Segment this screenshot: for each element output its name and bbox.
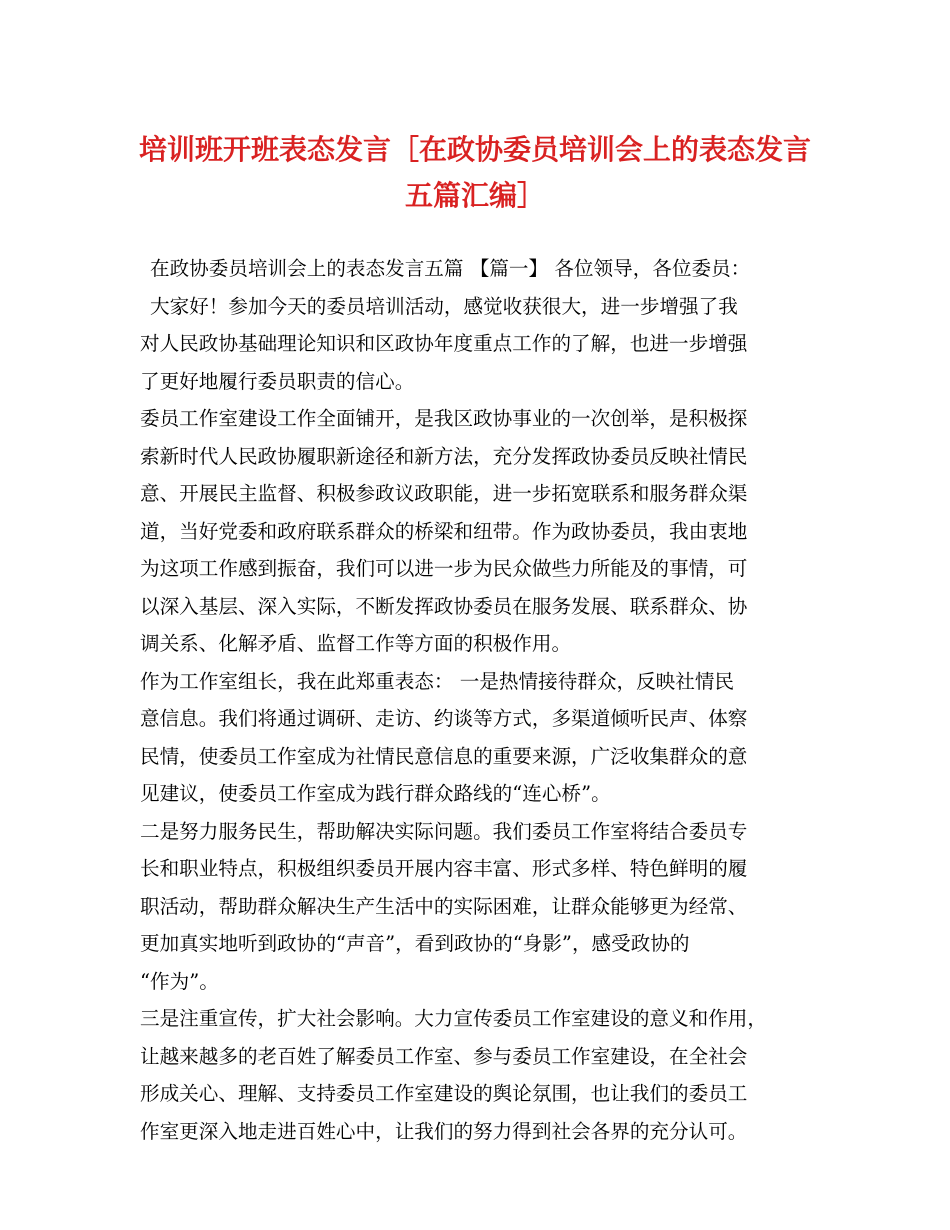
body-line: 更加真实地听到政协的“声音”，看到政协的“身影”，感受政协的 [140, 932, 690, 955]
body-line: 对人民政协基础理论知识和区政协年度重点工作的了解，也进一步增强 [140, 332, 748, 355]
body-line: 让越来越多的老百姓了解委员工作室、参与委员工作室建设，在全社会 [140, 1044, 748, 1068]
body-line: 见建议，使委员工作室成为践行群众路线的“连心桥”。 [140, 782, 611, 805]
body-line: 大家好！参加今天的委员培训活动，感觉收获很大，进一步增强了我 [150, 294, 738, 318]
body-line: 在政协委员培训会上的表态发言五篇 【篇一】 各位领导，各位委员： [150, 257, 751, 280]
body-line: 三是注重宣传，扩大社会影响。大力宣传委员工作室建设的意义和作用， [140, 1007, 767, 1030]
body-line: 意信息。我们将通过调研、走访、约谈等方式，多渠道倾听民声、体察 [140, 707, 748, 730]
document-title-line-1: 培训班开班表态发言［在政协委员培训会上的表态发言 [138, 133, 811, 166]
body-line: 为这项工作感到振奋，我们可以进一步为民众做些力所能及的事情，可 [140, 557, 748, 580]
body-line: “作为”。 [140, 969, 219, 993]
body-line: 调关系、化解矛盾、监督工作等方面的积极作用。 [140, 632, 572, 655]
body-line: 了更好地履行委员职责的信心。 [140, 369, 415, 393]
body-line: 以深入基层、深入实际，不断发挥政协委员在服务发展、联系群众、协 [140, 594, 748, 618]
body-line: 索新时代人民政协履职新途径和新方法，充分发挥政协委员反映社情民 [140, 444, 748, 468]
body-line: 意、开展民主监督、积极参政议政职能，进一步拓宽联系和服务群众渠 [140, 482, 748, 505]
body-line: 道，当好党委和政府联系群众的桥梁和纽带。作为政协委员，我由衷地 [140, 519, 748, 543]
document-body [140, 250, 830, 1150]
body-line: 作为工作室组长，我在此郑重表态： 一是热情接待群众，反映社情民 [140, 669, 735, 693]
document-title-line-2: 五篇汇编］ [404, 179, 545, 212]
body-line: 二是努力服务民生，帮助解决实际问题。我们委员工作室将结合委员专 [140, 819, 748, 843]
body-line: 委员工作室建设工作全面铺开，是我区政协事业的一次创举，是积极探 [140, 407, 748, 430]
body-line: 作室更深入地走进百姓心中，让我们的努力得到社会各界的充分认可。 [140, 1119, 748, 1143]
body-line: 形成关心、理解、支持委员工作室建设的舆论氛围，也让我们的委员工 [140, 1082, 748, 1105]
body-line: 长和职业特点，积极组织委员开展内容丰富、形式多样、特色鲜明的履 [140, 857, 748, 880]
body-line: 职活动，帮助群众解决生产生活中的实际困难，让群众能够更为经常、 [140, 894, 748, 918]
body-line: 民情，使委员工作室成为社情民意信息的重要来源，广泛收集群众的意 [140, 744, 748, 768]
